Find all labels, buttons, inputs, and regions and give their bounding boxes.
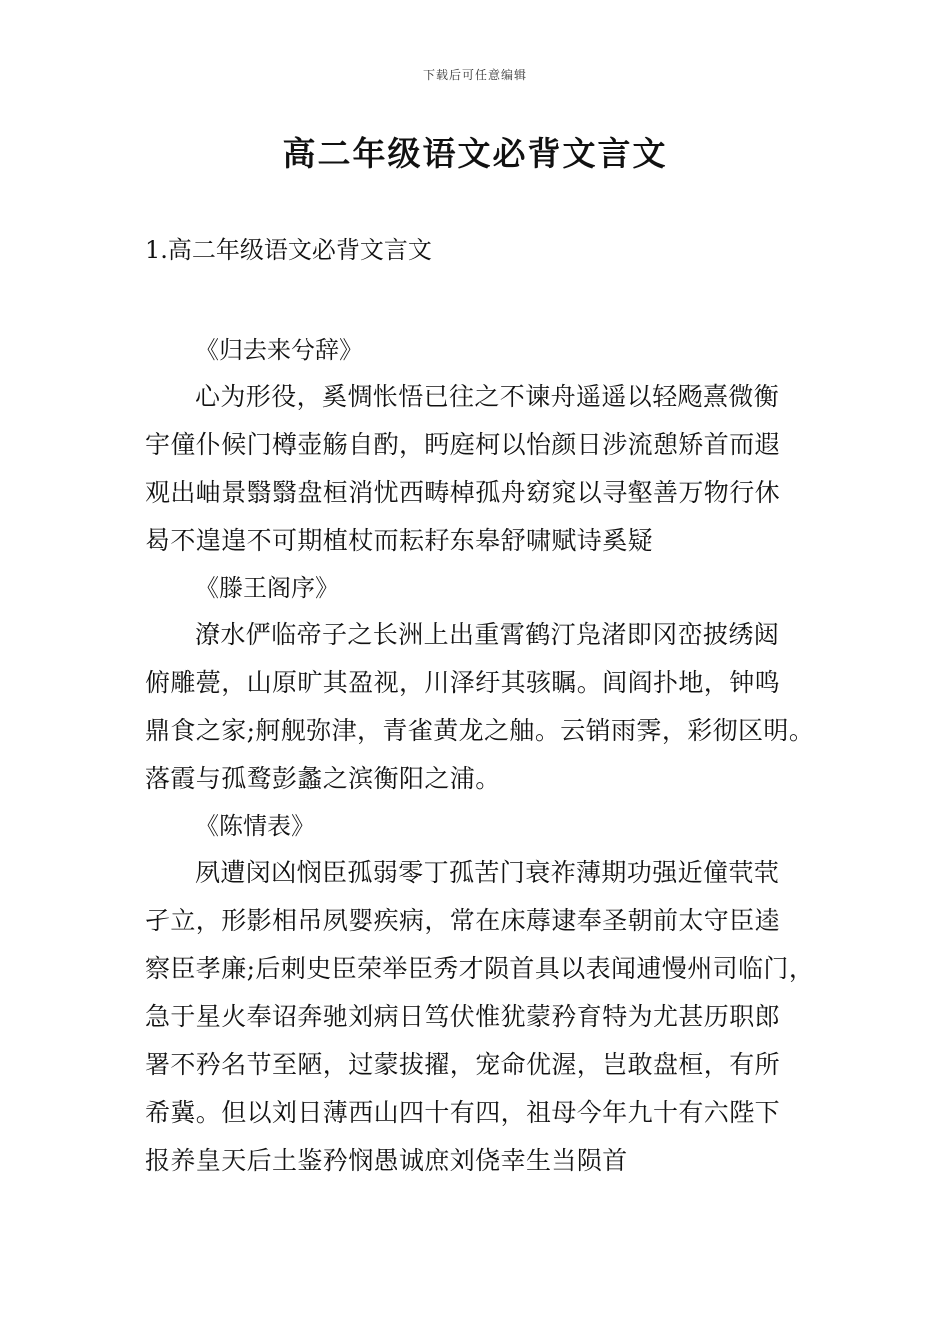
document-title: 高二年级语文必背文言文 — [282, 134, 668, 173]
text-line: 希冀。但以刘日薄西山四十有四，祖母今年九十有六陛下 — [145, 1098, 781, 1127]
text-line: 夙遭闵凶悯臣孤弱零丁孤苦门衰祚薄期功强近僮茕茕 — [195, 858, 780, 887]
text-line: 孑立，形影相吊夙婴疾病，常在床蓐逮奉圣朝前太守臣逵 — [145, 906, 781, 935]
section-heading: 1.高二年级语文必背文言文 — [145, 236, 432, 264]
text-line: 观出岫景翳翳盘桓消忧西畴棹孤舟窈窕以寻壑善万物行休 — [145, 478, 781, 507]
piece-chenqingbiao — [145, 808, 825, 1190]
text-line: 心为形役，奚惆怅悟已往之不谏舟遥遥以轻飏熹微衡 — [195, 382, 780, 411]
text-line: 急于星火奉诏奔驰刘病日笃伏惟犹蒙矜育特为尤甚历职郎 — [145, 1002, 781, 1031]
piece-title: 《归去来兮辞》 — [195, 336, 363, 364]
text-line: 署不矜名节至陋，过蒙拔擢，宠命优渥，岂敢盘桓，有所 — [145, 1050, 781, 1079]
piece-guiqulaixici — [145, 332, 825, 570]
text-line: 落霞与孤鹜彭蠡之滨衡阳之浦。 — [145, 764, 501, 793]
text-line: 曷不遑遑不可期植杖而耘耔东皋舒啸赋诗奚疑 — [145, 526, 654, 555]
top-note: 下载后可任意编辑 — [422, 68, 527, 82]
text-line: 报养皇天后土鉴矜悯愚诚庶刘侥幸生当陨首 — [145, 1146, 628, 1175]
text-line: 俯雕甍，山原旷其盈视，川泽纡其骇瞩。闾阎扑地，钟鸣 — [145, 668, 781, 697]
text-line: 察臣孝廉;后刺史臣荣举臣秀才陨首具以表闻逋慢州司临门， — [145, 954, 815, 983]
piece-tengwanggexu — [145, 570, 825, 808]
piece-title: 《滕王阁序》 — [195, 574, 339, 602]
document-body — [145, 332, 825, 1190]
piece-title: 《陈情表》 — [195, 812, 315, 840]
text-line: 宇僮仆候门樽壶觞自酌，眄庭柯以怡颜日涉流憩矫首而遐 — [145, 430, 781, 459]
text-line: 潦水俨临帝子之长洲上出重霄鹤汀凫渚即冈峦披绣闼 — [195, 620, 780, 649]
text-line: 鼎食之家;舸舰弥津，青雀黄龙之舳。云销雨霁，彩彻区明。 — [145, 716, 815, 745]
